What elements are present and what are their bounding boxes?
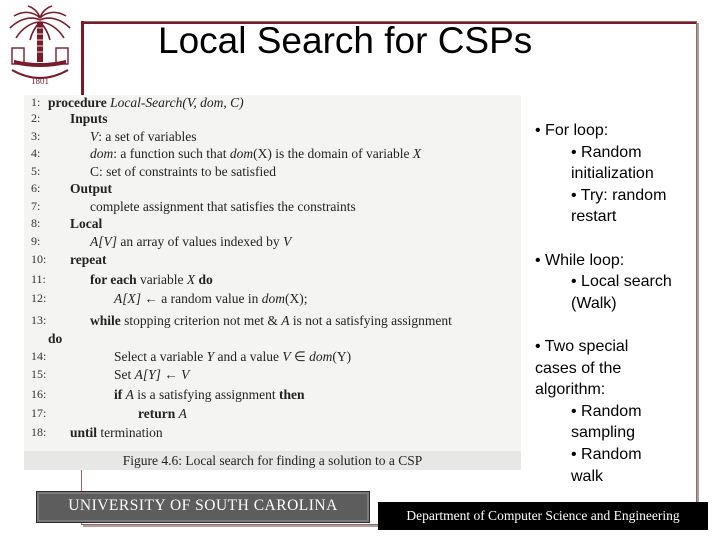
bullet-item: cases of the — [535, 359, 622, 377]
sub-bullet-item: • Random — [571, 143, 642, 161]
line-number: 3: — [31, 129, 41, 143]
line-number: 16: — [31, 387, 47, 401]
figure-caption: Figure 4.6: Local search for finding a solution to a CSP — [24, 451, 521, 470]
title-left-rule — [81, 21, 84, 99]
bullet-item: • For loop: — [535, 122, 609, 139]
sub-bullet-item: • Try: random — [571, 186, 667, 204]
bullet-item: • While loop: — [535, 251, 625, 269]
algorithm-figure — [24, 95, 521, 470]
line-code: for each variable X do — [90, 272, 213, 287]
line-code: A[V] an array of values indexed by V — [90, 234, 292, 249]
line-number: 6: — [31, 181, 41, 195]
line-code: Set A[Y] ← V — [114, 367, 190, 382]
line-code: C: set of constraints to be satisfied — [90, 164, 276, 179]
line-number: 15: — [31, 367, 47, 381]
sub-bullet-item: (Walk) — [571, 294, 617, 312]
line-code: Inputs — [70, 111, 108, 126]
line-number: 11: — [31, 272, 46, 286]
line-number: 14: — [31, 349, 47, 363]
sub-bullet-item: • Random — [571, 446, 642, 463]
sub-bullet-item: restart — [571, 208, 617, 226]
line-code: complete assignment that satisfies the constraints — [90, 199, 356, 214]
line-code: dom: a function such that dom(X) is the domain of variable X — [90, 146, 422, 161]
line-number: 13: — [31, 313, 47, 327]
logo-year: 1801 — [31, 76, 49, 86]
line-code: while stopping criterion not met & A is not a satisfying assignment — [90, 313, 452, 328]
slide-title: Local Search for CSPs — [158, 20, 533, 61]
line-number: 1: — [31, 95, 41, 109]
university-banner: UNIVERSITY OF SOUTH CAROLINA — [36, 491, 370, 523]
line-number: 7: — [31, 199, 41, 213]
line-code: return A — [138, 406, 187, 421]
line-number: 5: — [31, 164, 41, 178]
line-code: procedure Local-Search(V, dom, C) — [48, 95, 244, 110]
line-number: 2: — [31, 111, 41, 125]
line-code: V: a set of variables — [90, 129, 197, 144]
line-code: do — [48, 331, 63, 346]
line-number: 17: — [31, 406, 47, 420]
sub-bullet-item: • Local search — [571, 273, 672, 291]
line-number: 18: — [31, 425, 47, 439]
department-banner: Department of Computer Science and Engineering — [378, 502, 708, 530]
line-number: 9: — [31, 234, 41, 248]
line-code: if A is a satisfying assignment then — [114, 387, 305, 402]
line-number: 12: — [31, 291, 47, 305]
line-code: Local — [70, 216, 103, 231]
bullet-item: • Two special — [535, 338, 629, 355]
sub-bullet-item: • Random — [571, 402, 642, 420]
sub-bullet-item: initialization — [571, 165, 654, 183]
line-code: repeat — [70, 252, 107, 267]
university-logo-icon — [4, 4, 76, 92]
bullet-item: algorithm: — [535, 381, 606, 399]
line-code: Output — [70, 181, 113, 196]
line-number: 4: — [31, 146, 41, 160]
sub-bullet-item: sampling — [571, 424, 636, 442]
sub-bullet-item: walk — [571, 467, 604, 485]
line-code: until termination — [70, 425, 163, 440]
line-code: Select a variable Y and a value V ∈ dom(Y) — [114, 349, 352, 364]
line-number: 10: — [31, 252, 47, 266]
line-code: A[X] ← a random value in dom(X); — [114, 291, 308, 306]
line-number: 8: — [31, 216, 41, 230]
